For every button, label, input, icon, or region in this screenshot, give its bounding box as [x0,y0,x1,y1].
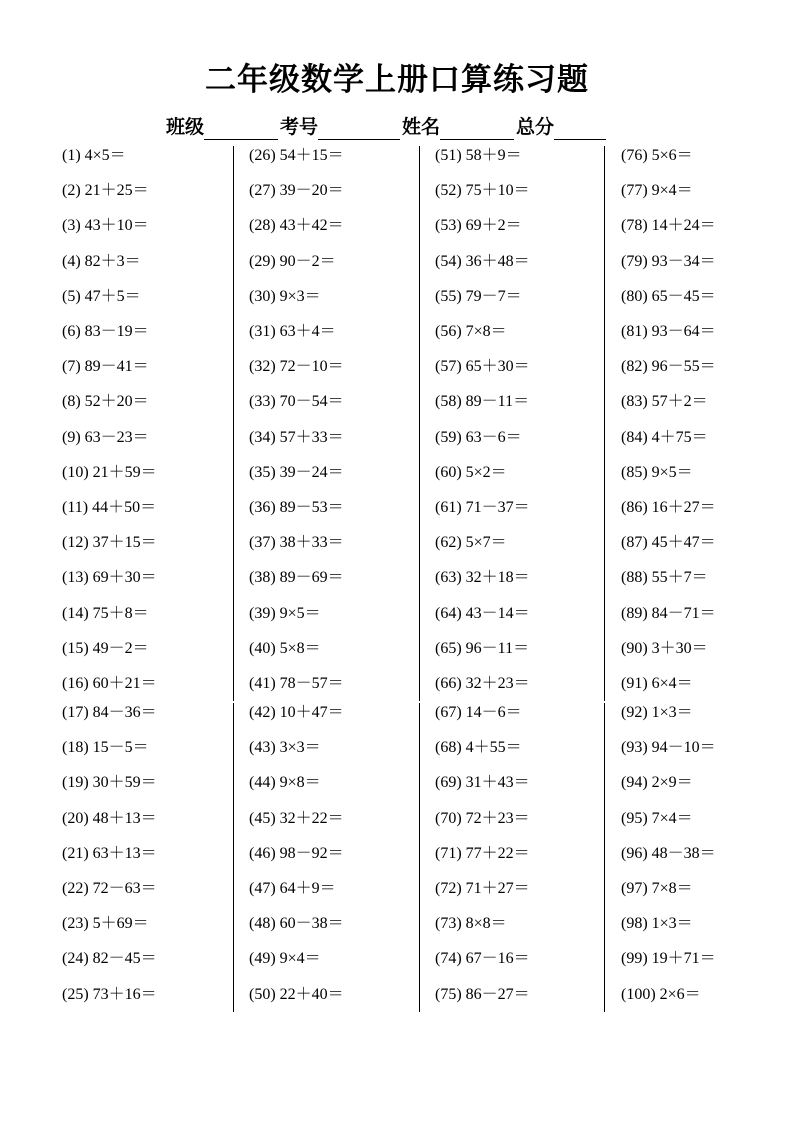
problem-item: (98) 1×3＝ [621,915,693,933]
problem-item: (39) 9×5＝ [249,604,321,622]
problem-item: (54) 36＋48＝ [435,252,530,270]
column-divider [604,703,605,1012]
problem-item: (74) 67－16＝ [435,950,530,968]
problem-item: (8) 52＋20＝ [62,393,149,411]
problem-item: (50) 22＋40＝ [249,985,344,1003]
problem-item: (45) 32＋22＝ [249,809,344,827]
problem-item: (16) 60＋21＝ [62,675,157,692]
problem-item: (12) 37＋15＝ [62,534,157,552]
problem-item: (57) 65＋30＝ [435,358,530,376]
class-blank [204,119,278,140]
problem-item: (46) 98－92＝ [249,844,344,862]
problem-item: (42) 10＋47＝ [249,704,344,721]
problem-item: (41) 78－57＝ [249,675,344,692]
name-blank [440,119,514,140]
problem-item: (80) 65－45＝ [621,287,716,305]
problem-item: (60) 5×2＝ [435,463,507,481]
problem-item: (18) 15－5＝ [62,739,149,757]
problem-item: (5) 47＋5＝ [62,287,141,305]
total-score-blank [554,119,606,140]
problem-item: (89) 84－71＝ [621,604,716,622]
column-divider [604,146,605,701]
problem-item: (90) 3＋30＝ [621,639,708,657]
problem-item: (3) 43＋10＝ [62,217,149,235]
problem-item: (68) 4＋55＝ [435,739,522,757]
problem-item: (79) 93－34＝ [621,252,716,270]
problem-item: (1) 4×5＝ [62,147,126,164]
problem-item: (13) 69＋30＝ [62,569,157,587]
problem-item: (71) 77＋22＝ [435,844,530,862]
problem-item: (65) 96－11＝ [435,639,530,657]
problem-item: (87) 45＋47＝ [621,534,716,552]
problem-item: (33) 70－54＝ [249,393,344,411]
problem-item: (53) 69＋2＝ [435,217,522,235]
problem-item: (91) 6×4＝ [621,675,693,692]
problem-item: (100) 2×6＝ [621,985,701,1003]
problem-item: (28) 43＋42＝ [249,217,344,235]
problem-item: (59) 63－6＝ [435,428,522,446]
problem-item: (4) 82＋3＝ [62,252,141,270]
column-divider [233,146,234,701]
problem-item: (38) 89－69＝ [249,569,344,587]
student-info-line [166,110,608,140]
problem-item: (10) 21＋59＝ [62,463,157,481]
problem-item: (94) 2×9＝ [621,774,693,792]
problem-item: (26) 54＋15＝ [249,147,344,164]
problem-item: (30) 9×3＝ [249,287,321,305]
column-divider [419,703,420,1012]
problem-item: (27) 39－20＝ [249,182,344,200]
problem-item: (63) 32＋18＝ [435,569,530,587]
problem-item: (76) 5×6＝ [621,147,693,164]
problem-item: (47) 64＋9＝ [249,880,336,897]
problem-item: (67) 14－6＝ [435,704,522,721]
problem-item: (22) 72－63＝ [62,880,157,897]
problem-item: (20) 48＋13＝ [62,809,157,827]
problem-block [0,703,794,1020]
problem-item: (40) 5×8＝ [249,639,321,657]
problem-item: (82) 96－55＝ [621,358,716,376]
problem-item: (66) 32＋23＝ [435,675,530,692]
total-score-label: 总分 [516,116,555,138]
column-divider [419,146,420,701]
problem-item: (75) 86－27＝ [435,985,530,1003]
problem-item: (83) 57＋2＝ [621,393,708,411]
problem-item: (58) 89－11＝ [435,393,530,411]
problem-item: (81) 93－64＝ [621,323,716,340]
problem-item: (7) 89－41＝ [62,358,149,376]
problem-item: (85) 9×5＝ [621,463,693,481]
problem-item: (92) 1×3＝ [621,704,693,721]
problem-item: (9) 63－23＝ [62,428,149,446]
problem-item: (51) 58＋9＝ [435,147,522,164]
problem-item: (35) 39－24＝ [249,463,344,481]
problem-item: (17) 84－36＝ [62,704,157,721]
problem-item: (29) 90－2＝ [249,252,336,270]
problem-item: (55) 79－7＝ [435,287,522,305]
problem-item: (70) 72＋23＝ [435,809,530,827]
problem-item: (72) 71＋27＝ [435,880,530,897]
problem-item: (23) 5＋69＝ [62,915,149,933]
problem-item: (43) 3×3＝ [249,739,321,757]
problem-item: (56) 7×8＝ [435,323,507,340]
problem-item: (86) 16＋27＝ [621,499,716,516]
problem-item: (95) 7×4＝ [621,809,693,827]
problem-item: (69) 31＋43＝ [435,774,530,792]
problem-item: (19) 30＋59＝ [62,774,157,792]
problem-item: (34) 57＋33＝ [249,428,344,446]
class-label: 班级 [166,116,205,138]
problem-item: (44) 9×8＝ [249,774,321,792]
problem-item: (6) 83－19＝ [62,323,149,340]
problem-item: (2) 21＋25＝ [62,182,149,200]
problem-item: (48) 60－38＝ [249,915,344,933]
problem-item: (64) 43－14＝ [435,604,530,622]
problem-item: (21) 63＋13＝ [62,844,157,862]
exam-number-label: 考号 [280,116,319,138]
problem-item: (52) 75＋10＝ [435,182,530,200]
problem-item: (36) 89－53＝ [249,499,344,516]
problem-item: (97) 7×8＝ [621,880,693,897]
page-title: 二年级数学上册口算练习题 [205,62,589,98]
problem-item: (73) 8×8＝ [435,915,507,933]
problem-item: (93) 94－10＝ [621,739,716,757]
problem-item: (96) 48－38＝ [621,844,716,862]
column-divider [233,703,234,1012]
problem-item: (11) 44＋50＝ [62,499,157,516]
problem-item: (15) 49－2＝ [62,639,149,657]
problem-item: (37) 38＋33＝ [249,534,344,552]
exam-number-blank [318,119,400,140]
problem-item: (31) 63＋4＝ [249,323,336,340]
problem-block [0,146,794,709]
problem-item: (14) 75＋8＝ [62,604,149,622]
problem-item: (25) 73＋16＝ [62,985,157,1003]
name-label: 姓名 [402,116,441,138]
problem-item: (77) 9×4＝ [621,182,693,200]
problem-item: (84) 4＋75＝ [621,428,708,446]
problem-item: (62) 5×7＝ [435,534,507,552]
problem-item: (61) 71－37＝ [435,499,530,516]
problem-item: (78) 14＋24＝ [621,217,716,235]
problem-item: (99) 19＋71＝ [621,950,716,968]
problem-item: (24) 82－45＝ [62,950,157,968]
problem-item: (32) 72－10＝ [249,358,344,376]
problem-item: (88) 55＋7＝ [621,569,708,587]
problem-item: (49) 9×4＝ [249,950,321,968]
